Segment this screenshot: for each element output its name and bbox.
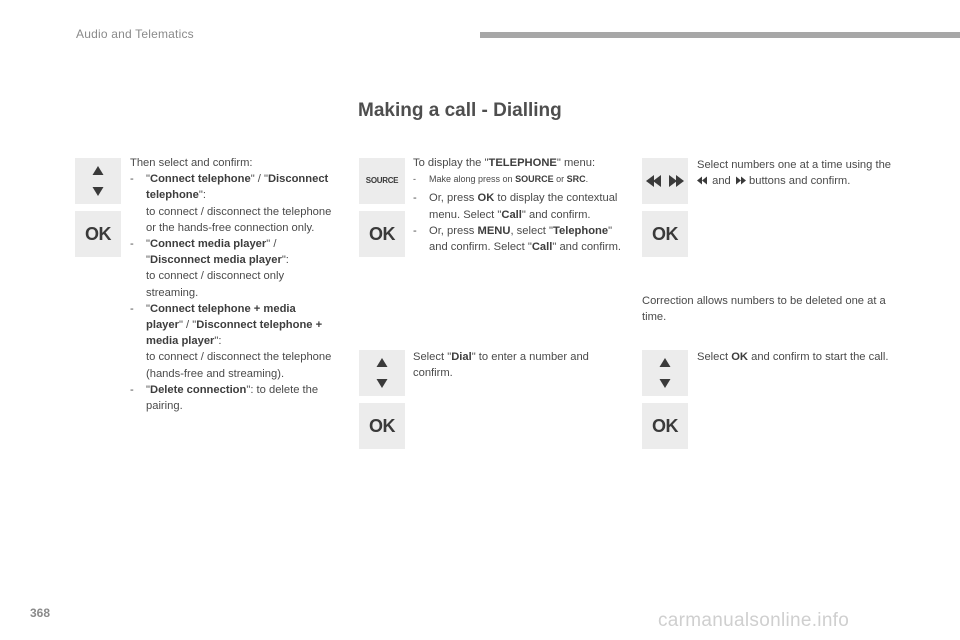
up-arrow-icon	[377, 358, 388, 367]
header-bar	[480, 32, 960, 38]
source-button	[359, 158, 405, 204]
fast-forward-icon	[669, 175, 684, 187]
watermark: carmanualsonline.info	[658, 610, 850, 631]
source-label: SOURCE	[365, 176, 399, 185]
up-down-arrow-button	[75, 158, 121, 204]
down-arrow-icon	[660, 379, 671, 388]
up-down-arrow-button	[642, 350, 688, 396]
section-header: Audio and Telematics	[76, 27, 194, 41]
list-item: - "Connect telephone + media player" / "Disconnect telephone + media player": to connect / disconnect the telephone (hands-free and streaming).	[130, 302, 332, 380]
up-arrow-icon	[660, 358, 671, 367]
ok-button	[642, 403, 688, 449]
col2-text	[413, 155, 623, 255]
list-item: - Make along press on SOURCE or SRC.	[413, 174, 589, 185]
up-down-arrow-button	[359, 350, 405, 396]
ok-label: OK	[652, 224, 678, 244]
list-item: - "Connect media player" / "Disconnect media player": to connect / disconnect only streaming.	[130, 238, 289, 299]
rewind-icon	[697, 176, 709, 185]
ok-label: OK	[369, 224, 395, 244]
ok-button	[75, 211, 121, 257]
select-numbers-instruction: Select numbers one at a time using the and buttons and confirm.	[697, 159, 892, 188]
fast-forward-icon	[734, 176, 746, 185]
page-number: 368	[30, 606, 51, 620]
seek-button	[642, 158, 688, 204]
rewind-icon	[646, 175, 661, 187]
col1-intro: Then select and confirm:	[130, 157, 253, 169]
ok-label: OK	[369, 416, 395, 436]
list-item: - "Delete connection": to delete the pairing.	[130, 383, 319, 413]
list-item: - "Connect telephone" / "Disconnect telephone": to connect / disconnect the telephone or the hands-free connection only.	[130, 173, 332, 234]
page-title: Making a call - Dialling	[358, 100, 562, 121]
down-arrow-icon	[93, 187, 104, 196]
ok-label: OK	[85, 224, 111, 244]
correction-note: Correction allows numbers to be deleted one at a time.	[642, 295, 886, 324]
list-item: - Or, press MENU, select "Telephone" and confirm. Select "Call" and confirm.	[413, 224, 622, 254]
ok-button	[642, 211, 688, 257]
ok-button	[359, 211, 405, 257]
down-arrow-icon	[377, 379, 388, 388]
display-instruction: To display the "TELEPHONE" menu:	[413, 157, 596, 169]
up-arrow-icon	[93, 166, 104, 175]
col1-text	[130, 155, 335, 414]
ok-button	[359, 403, 405, 449]
start-call-instruction: Select OK and confirm to start the call.	[697, 351, 889, 363]
list-item: - Or, press OK to display the contextual menu. Select "Call" and confirm.	[413, 192, 618, 221]
dial-instruction: Select "Dial" to enter a number and confirm.	[413, 351, 589, 380]
ok-label: OK	[652, 416, 678, 436]
